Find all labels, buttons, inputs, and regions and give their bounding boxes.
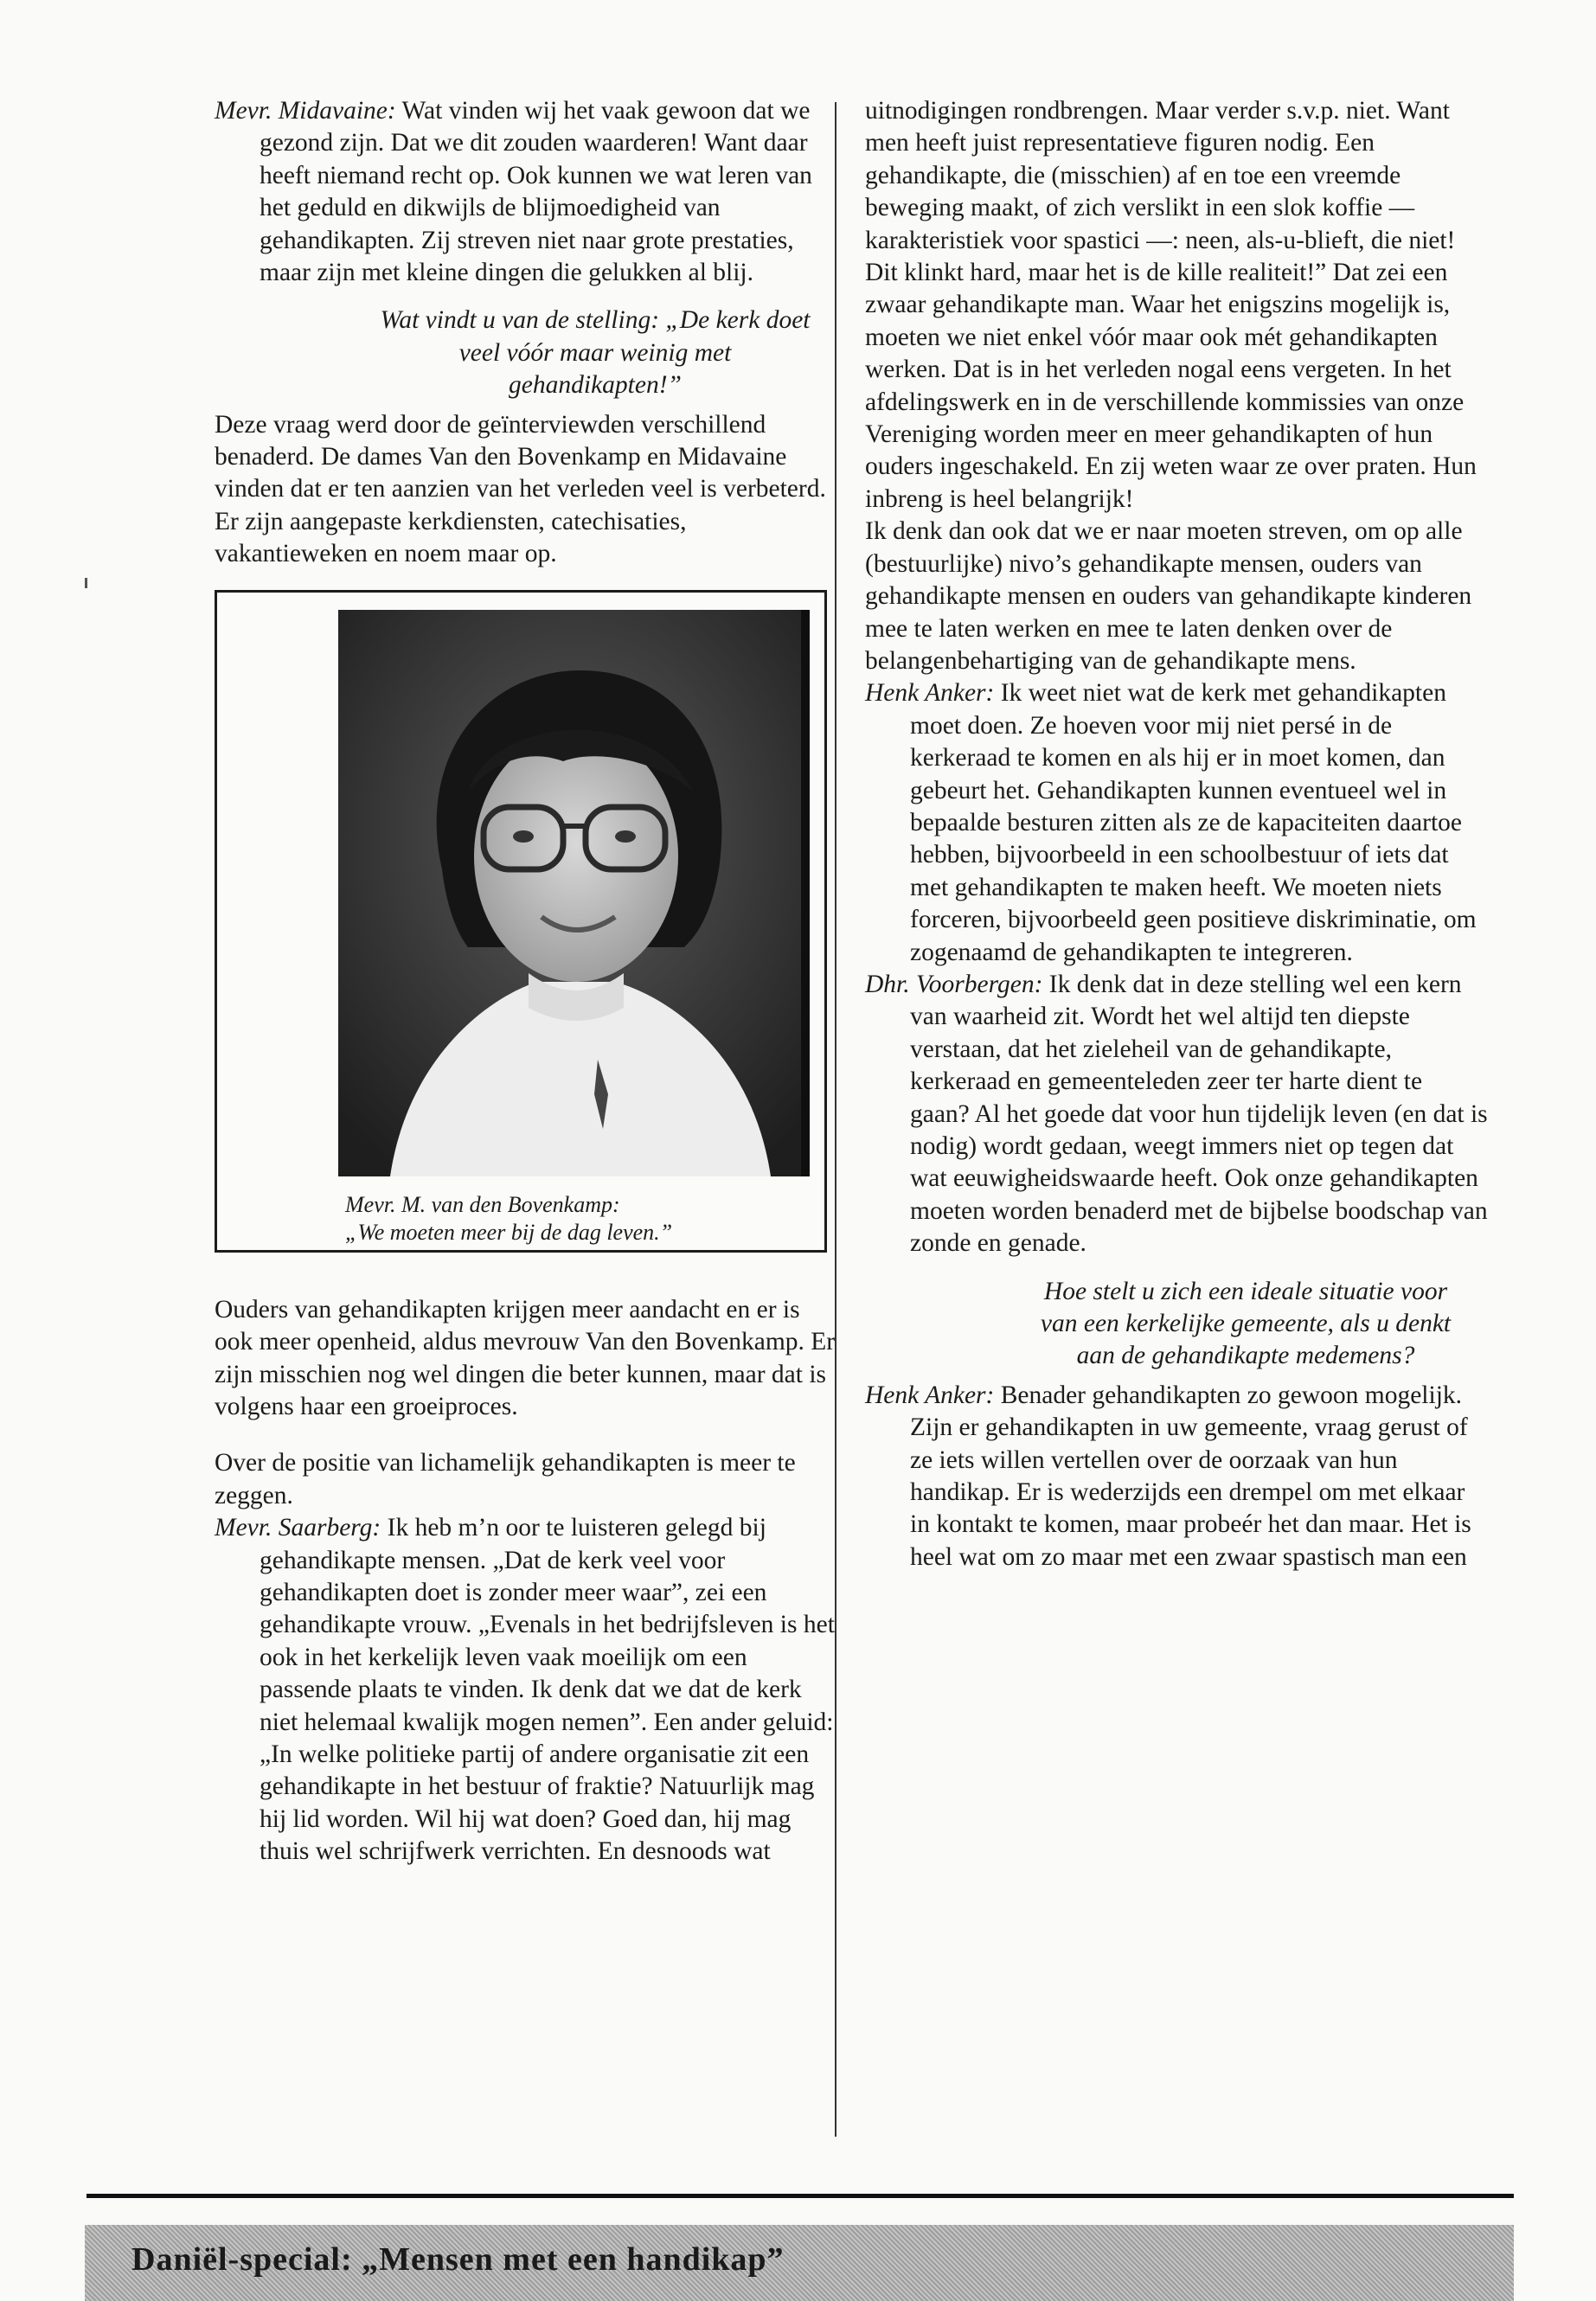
speaker-label: Mevr. Saarberg: — [215, 1514, 381, 1542]
saarberg-paragraph — [215, 1512, 837, 1868]
parents-paragraph: Ouders van gehandikapten krijgen meer aandacht en er is ook meer openheid, aldus mevrouw Van den Bovenkamp. Er zijn misschien nog wel dingen die beter kunnen, maar dat is volgens haar een groeiproces. — [215, 1295, 836, 1420]
voorbergen-paragraph — [865, 969, 1488, 1260]
paragraph-text: Benader gehandikapten zo gewoon mogelijk. Zijn er gehandikapten in uw gemeente, vraag gerust of ze iets willen vertellen over de oorzaak van hun handikap. Er is wederzijds een drempel om met elkaar in kontakt te komen, maar probeér het dan maar. Het is heel wat om zo maar met een zwaar spastisch man een — [910, 1381, 1471, 1571]
scan-mark — [85, 578, 87, 588]
answer-intro-paragraph: Deze vraag werd door de geïnterviewden verschillend benaderd. De dames Van den Bovenkamp en Midavaine vinden dat er ten aanzien van het verleden veel is verbeterd. Er zijn aangepaste kerkdiensten, catechisaties, vakantieweken en noem maar op. — [215, 410, 826, 568]
anker-answer-paragraph — [865, 1380, 1488, 1574]
speaker-label: Henk Anker: — [865, 1381, 995, 1409]
left-column — [215, 95, 837, 1868]
photo-box — [215, 590, 827, 1253]
paragraph-text: Ik weet niet wat de kerk met gehandikapten moet doen. Ze hoeven voor mij niet persé in de kerkeraad te komen en als hij er in moet komen, dan gebeurt het. Gehandikapten kunnen eventueel wel in bepaalde besturen zitten als ze de kapaciteiten daartoe hebben, bijvoorbeeld in een schoolbestuur of iets dat met gehandikapten te maken heeft. We moeten niets forceren, bijvoorbeeld geen positieve diskriminatie, om zogenaamd de gehandikapten te integreren. — [910, 679, 1477, 966]
right-column — [865, 95, 1488, 1574]
paragraph-text: Ik heb m’n oor te luisteren gelegd bij gehandikapte mensen. „Dat de kerk veel voor gehandikapten doet is zonder meer waar”, zei een gehandikapte vrouw. „Evenals in het bedrijfsleven is het ook in het kerkelijk leven vaak moeilijk om een passende plaats te vinden. Ik denk dat we dat de kerk niet helemaal kwalijk mogen nemen”. Een ander geluid: „In welke politieke partij of andere organisatie zit een gehandikapte in het bestuur of fraktie? Natuurlijk mag hij lid worden. Wil hij wat doen? Goed dan, hij mag thuis wel schrijfwerk verrichten. En desnoods wat — [260, 1514, 835, 1866]
footer-banner-text: Daniël-special: „Mensen met een handikap” — [131, 2241, 785, 2278]
midavaine-paragraph — [215, 95, 837, 289]
caption-name: Mevr. M. van den Bovenkamp: — [345, 1191, 620, 1217]
portrait-image — [338, 610, 810, 1176]
speaker-label: Henk Anker: — [865, 679, 995, 708]
footer-rule — [87, 2194, 1514, 2198]
caption-quote: „We moeten meer bij de dag leven.” — [345, 1219, 673, 1245]
continuation-paragraph-2: Ik denk dan ook dat we er naar moeten streven, om op alle (bestuurlijke) nivo’s gehandikapte mensen, ouders van gehandikapte mensen en ouders van gehandikapte kinderen mee te laten werken en mee te laten denken over de belangenbehartiging van de gehandikapte mens. — [865, 517, 1472, 675]
interview-question: Wat vindt u van de stelling: „De kerk doet veel vóór maar weinig met gehandikapten!” — [380, 306, 811, 400]
photo-caption — [217, 1191, 824, 1247]
paragraph-text: Wat vinden wij het vaak gewoon dat we gezond zijn. Dat we dit zouden waarderen! Want daar heeft niemand recht op. Ook kunnen we wat leren van het geduld en dikwijls de blijmoedigheid van gehandikapten. Zij streven niet naar grote prestaties, maar zijn met kleine dingen die gelukken al blij. — [260, 97, 812, 287]
position-paragraph: Over de positie van lichamelijk gehandikapten is meer te zeggen. — [215, 1449, 796, 1509]
speaker-label: Mevr. Midavaine: — [215, 97, 396, 125]
column-divider — [835, 102, 836, 2137]
speaker-label: Dhr. Voorbergen: — [865, 970, 1043, 998]
continuation-paragraph: uitnodigingen rondbrengen. Maar verder s.v.p. niet. Want men heeft juist representatieve figuren nodig. Een gehandikapte, die (misschien) af en toe een vreemde beweging maakt, of zich verslikt in een slok koffie — karakteristiek voor spastici —: neen, als-u-blieft, die niet! Dit klinkt hard, maar het is de kille realiteit!” Dat zei een zwaar gehandikapte man. Waar het enigszins mogelijk is, moeten we niet enkel vóór maar ook mét gehandikapten werken. Dat is in het verleden nogal eens vergeten. In het afdelingswerk en in de verschillende kommissies van onze Vereniging worden meer en meer gehandikapten of hun ouders ingeschakeld. En zij weten waar ze over praten. Hun inbreng is heel belangrijk! — [865, 97, 1477, 513]
paragraph-text: Ik denk dat in deze stelling wel een kern van waarheid zit. Wordt het wel altijd ten diepste verstaan, dat het zieleheil van de gehandikapte, kerkeraad en gemeenteleden zeer ter harte dient te gaan? Al het goede dat voor hun tijdelijk leven (en dat is nodig) wordt gedaan, weegt immers niet op tegen dat wat eeuwigheidswaarde heeft. Ook onze gehandikapten moeten worden benaderd met de bijbelse boodschap van zonde en genade. — [910, 970, 1488, 1258]
anker-paragraph — [865, 677, 1488, 969]
portrait-photo — [338, 610, 810, 1176]
interview-question: Hoe stelt u zich een ideale situatie voor van een kerkelijke gemeente, als u denkt aan de gehandikapte medemens? — [1040, 1277, 1452, 1370]
